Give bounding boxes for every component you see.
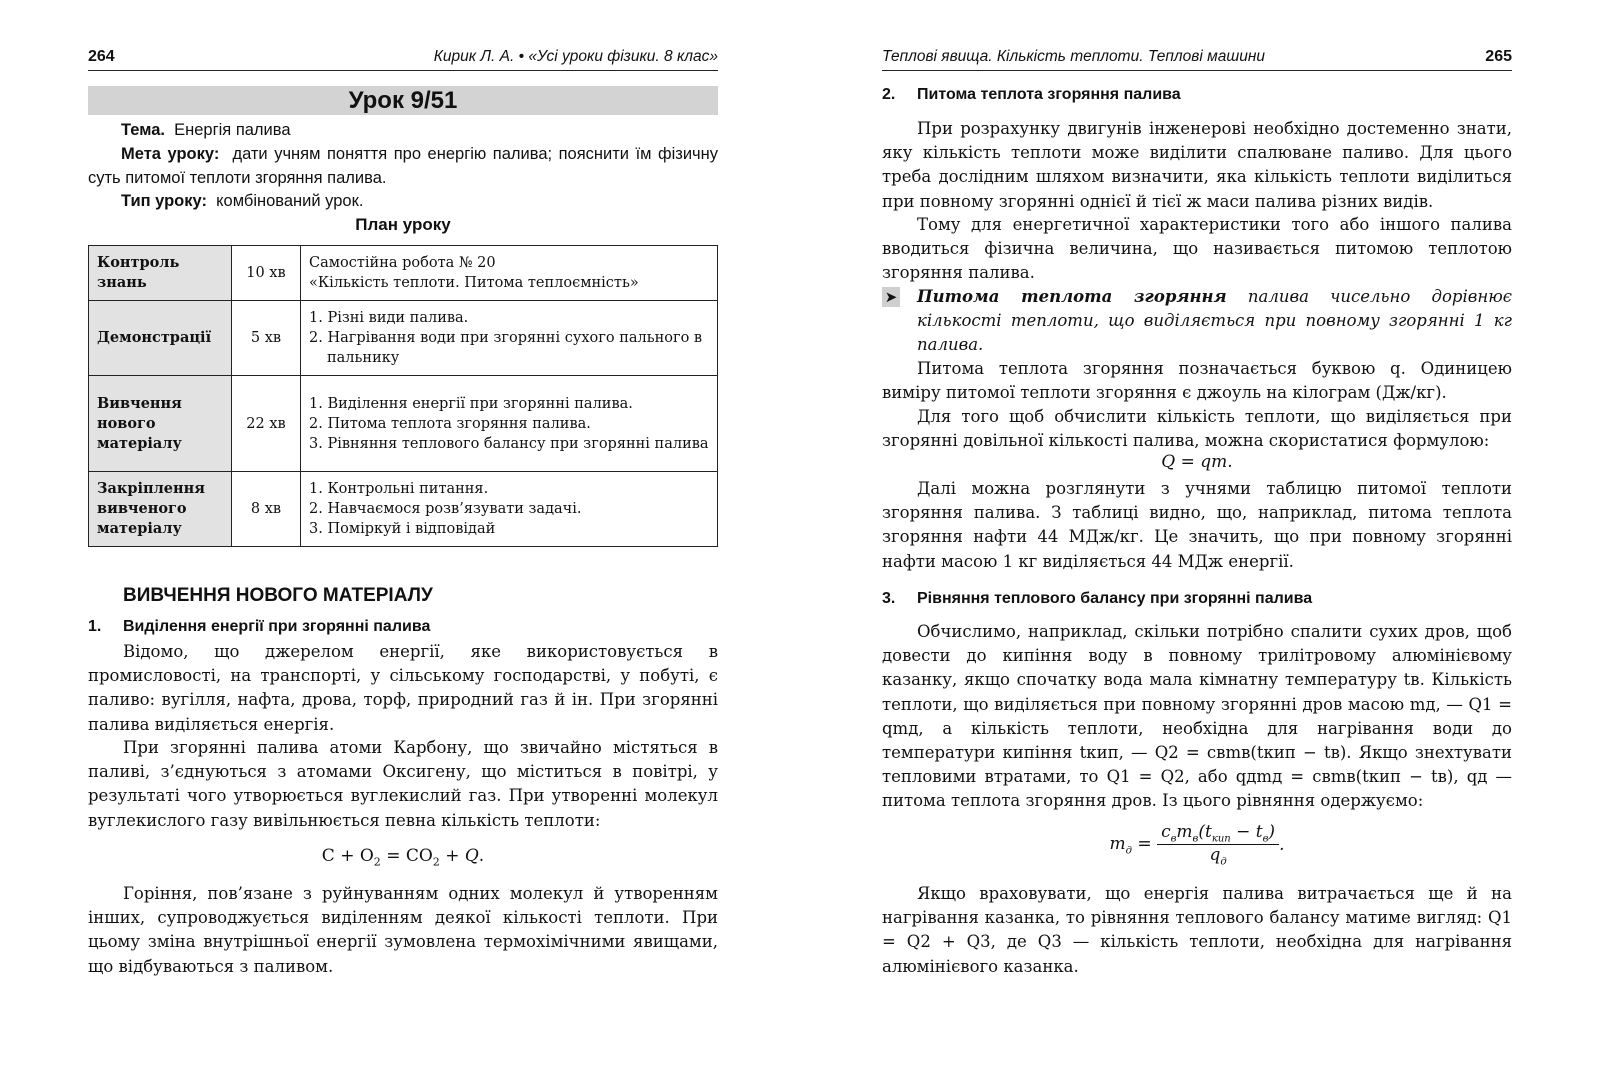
time-cell: 5 хв — [232, 301, 301, 376]
subheading-title: Питома теплота згоряння палива — [917, 86, 1181, 103]
type-value: комбінований урок. — [216, 192, 364, 210]
paragraph: Обчислимо, наприклад, скільки потрібно спалити сухих дров, щоб довести до кипіння воду в повному трилітровому алюмінієвому казанку, якщо спочатку вода мала кімнатну температуру tв. Кількість теплоти, що виділяється при повному згорянні дров масою mд, — Q1 = qmд, а кількість теплоти, необхідна для нагрівання води до температури кипіння tкип, — Q2 = cвmв(tкип − tв). Якщо знехтувати тепловими втратами, то Q1 = Q2, або qдmд = cвmв(tкип − tв), qд — питома теплота згоряння дров. Із цього рівняння одержуємо: — [882, 622, 1512, 811]
table-row — [89, 472, 718, 547]
paragraph: При згорянні палива атоми Карбону, що звичайно містяться в паливі, з’єднуються з атомами Оксигену, що міститься в повітрі, у результаті чого утворюється вуглекислий газ. При утворенні молекул вуглекислого газу вивільнюється певна кількість теплоти: — [88, 738, 718, 830]
type-label: Тип уроку: — [121, 192, 207, 210]
running-title: Теплові явища. Кількість теплоти. Теплові машини — [882, 48, 1266, 65]
stage-cell: Демонстрації — [89, 301, 232, 376]
paragraph: Питома теплота згоряння позначається буквою q. Одиницею виміру питомої теплоти згоряння є джоуль на кілограм (Дж/кг). — [882, 359, 1512, 403]
paragraph: Якщо враховувати, що енергія палива витрачається ще й на нагрівання казанка, то рівняння теплового балансу матиме вигляд: Q1 = Q2 + Q3, де Q3 — кількість теплоти, необхідна для нагрівання алюмінієвого казанка. — [882, 884, 1512, 976]
paragraph: При розрахунку двигунів інженерові необхідно достеменно знати, яку кількість теплоти може виділити спалюване паливо. Для цього треба дослідним шляхом визначити, яка кількість теплоти виділиться при повному згорянні однієї й тієї ж маси палива різних видів. — [882, 119, 1512, 211]
table-row — [89, 301, 718, 376]
items-cell — [301, 246, 718, 301]
running-header — [882, 46, 1512, 71]
definition-block — [882, 285, 1512, 358]
running-title: Кирик Л. А. • «Усі уроки фізики. 8 клас» — [433, 48, 718, 65]
definition-text: палива чисельно дорівнює кількості теплоти, що виділяється при повному згорянні 1 кг палива. — [917, 287, 1513, 355]
paragraph: Для того щоб обчислити кількість теплоти, що виділяється при згорянні довільної кількості палива, можна скористатися формулою: — [882, 407, 1512, 451]
page-number: 265 — [1485, 48, 1512, 65]
list-item: 2. Питома теплота згоряння палива. — [309, 415, 591, 432]
paragraph: Далі можна розглянути з учнями таблицю питомої теплоти згоряння палива. З таблиці видно, що, наприклад, питома теплота згоряння нафти 44 МДж/кг. Це значить, що при повному згорянні нафти масою 1 кг виділяється 44 МДж енергії. — [882, 479, 1512, 571]
goal-line — [88, 142, 718, 190]
subheading-title: Рівняння теплового балансу при згорянні палива — [917, 590, 1313, 607]
paragraph: Горіння, пов’язане з руйнуванням одних молекул й утворенням інших, супроводжується виділенням деякої кількості теплоти. При цьому зміна внутрішньої енергії зумовлена термохімічними явищами, що відбуваються з паливом. — [88, 884, 718, 976]
stage-cell: Вивчення нового матеріалу — [89, 376, 232, 472]
plan-table — [88, 245, 718, 547]
running-header — [88, 46, 718, 71]
subheading-2 — [882, 86, 1181, 104]
table-row — [89, 376, 718, 472]
list-item: 2. Навчаємося розв’язувати задачі. — [309, 501, 582, 517]
list-item: 3. Рівняння теплового балансу при згорянні палива — [309, 435, 709, 452]
goal-label: Мета уроку: — [121, 145, 220, 163]
goal-value: дати учням поняття про енергію палива; пояснити їм фізичну суть питомої теплоти згоряння палива. — [88, 145, 719, 187]
list-item: «Кількість теплоти. Питома теплоємність» — [309, 275, 639, 291]
list-item: 1. Різні види палива. — [309, 310, 469, 326]
subheading-number: 1. — [88, 618, 102, 635]
topic-value: Енергія палива — [174, 121, 291, 139]
page-number: 264 — [88, 48, 115, 65]
table-row — [89, 246, 718, 301]
chemical-equation: $C + O_2 = CO_2 + Q$. — [321, 846, 485, 869]
subheading-3 — [882, 590, 1312, 608]
formula: Q = qm. — [1161, 452, 1233, 472]
fraction-formula: $m_д$ = $c_вm_в(t_{кип} - t_в)$ $q_д$ . — [1109, 822, 1285, 868]
topic-label: Тема. — [121, 121, 165, 139]
subheading-number: 3. — [882, 590, 896, 607]
subheading-title: Виділення енергії при згорянні палива — [123, 618, 431, 635]
plan-title: План уроку — [355, 215, 451, 234]
list-item: Самостійна робота № 20 — [309, 255, 496, 271]
items-cell — [301, 376, 718, 472]
items-cell — [301, 301, 718, 376]
time-cell: 22 хв — [232, 376, 301, 472]
stage-cell: Контроль знань — [89, 246, 232, 301]
time-cell: 10 хв — [232, 246, 301, 301]
topic-line — [88, 118, 718, 142]
paragraph: Тому для енергетичної характеристики того або іншого палива вводиться фізична величина, що називається питомою теплотою згоряння палива. — [882, 215, 1512, 283]
definition-term: Питома теплота згоряння — [917, 287, 1227, 306]
list-item: 3. Поміркуй і відповідай — [309, 521, 496, 537]
lesson-title: Урок 9/51 — [88, 86, 718, 115]
list-item: 1. Контрольні питання. — [309, 481, 489, 497]
list-item: 2. Нагрівання води при згорянні сухого пального в пальнику — [309, 330, 703, 366]
type-line — [88, 189, 718, 213]
list-item: 1. Виділення енергії при згорянні палива. — [309, 395, 633, 412]
paragraph: Відомо, що джерелом енергії, яке використовується в промисловості, на транспорті, у сільському господарстві, у побуті, є паливо: вугілля, нафта, дрова, торф, природний газ й ін. При згорянні палива виділяється енергія. — [88, 642, 718, 734]
time-cell: 8 хв — [232, 472, 301, 547]
pointer-arrow-icon: ➤ — [882, 287, 900, 307]
section-heading: ВИВЧЕННЯ НОВОГО МАТЕРІАЛУ — [123, 585, 433, 606]
stage-cell: Закріплення вивченого матеріалу — [89, 472, 232, 547]
subheading-number: 2. — [882, 86, 896, 103]
items-cell — [301, 472, 718, 547]
subheading-1 — [88, 618, 430, 636]
